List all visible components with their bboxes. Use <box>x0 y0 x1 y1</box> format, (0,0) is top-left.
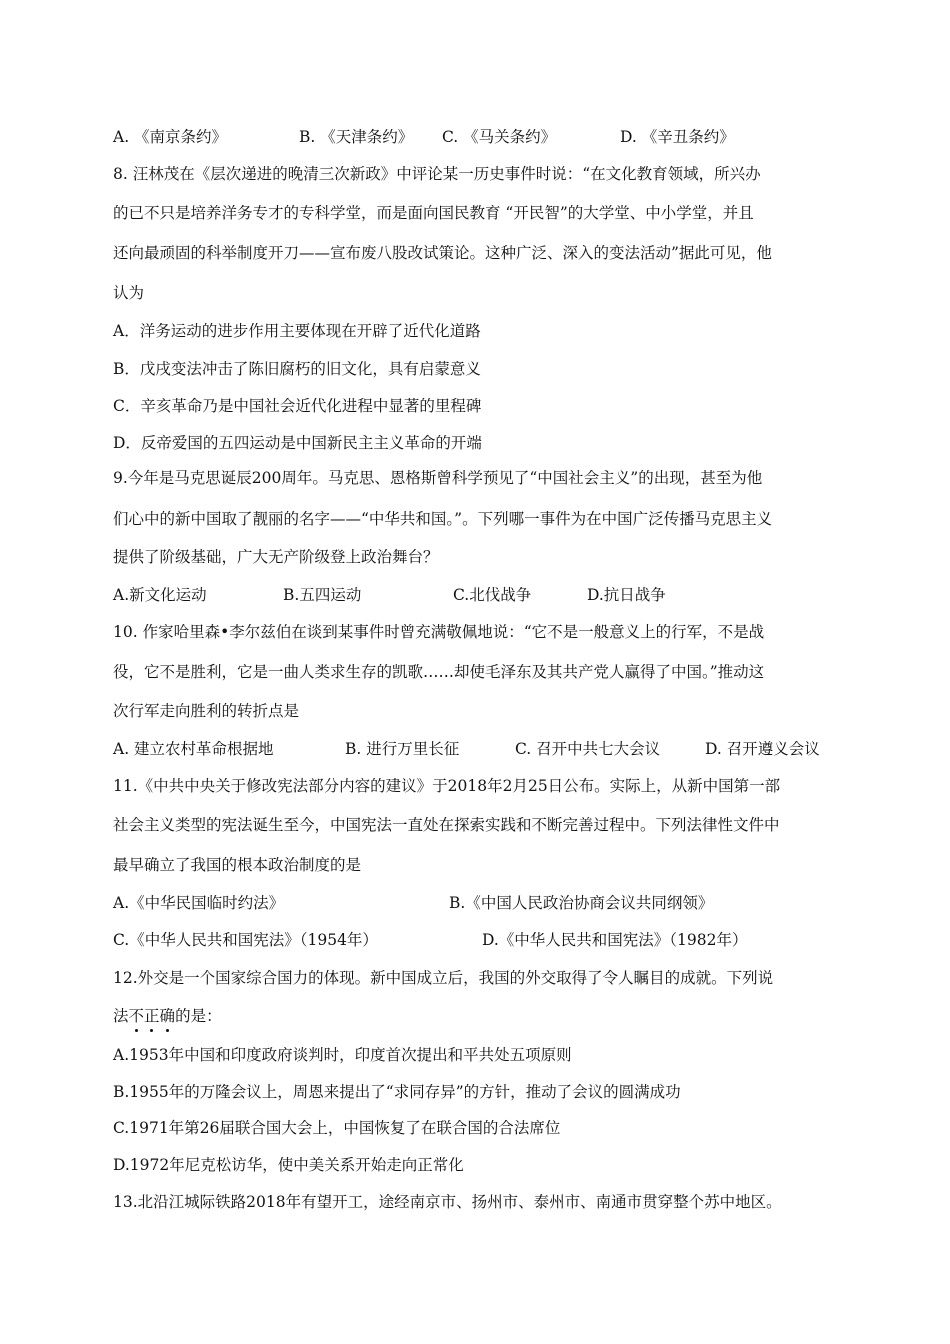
q11-option-d: D.《中华人民共和国宪法》（1982年） <box>482 931 748 949</box>
q9-option-d: D.抗日战争 <box>587 586 666 604</box>
q11-stem-line-2: 社会主义类型的宪法诞生至今，中国宪法一直处在探索实践和不断完善过程中。下列法律性文件中 <box>113 816 780 834</box>
q9-stem-line-1: 9.今年是马克思诞辰200周年。马克思、恩格斯曾科学预见了“中国社会主义”的出现，甚至为他 <box>113 469 763 487</box>
q10-option-a: A. 建立农村革命根据地 <box>113 740 274 758</box>
q9-stem-line-3: 提供了阶级基础，广大无产阶级登上政治舞台？ <box>113 548 439 566</box>
q11-option-c: C.《中华人民共和国宪法》（1954年） <box>113 931 378 949</box>
q9-option-c: C.北伐战争 <box>453 586 532 604</box>
q9-stem-line-2: 们心中的新中国取了靓丽的名字——“中华共和国。”。下列哪一事件为在中国广泛传播马克思主义 <box>113 510 773 528</box>
q10-stem-line-1: 10. 作家哈里森•李尔兹伯在谈到某事件时曾充满敬佩地说：“它不是一般意义上的行军，不是战 <box>113 623 765 641</box>
q11-options-row-2 <box>113 930 843 950</box>
q12-option-a: A.1953年中国和印度政府谈判时，印度首次提出和平共处五项原则 <box>113 1046 572 1064</box>
q8-option-c: C．辛亥革命乃是中国社会近代化进程中显著的里程碑 <box>113 397 482 415</box>
q8-option-b: B．戊戌变法冲击了陈旧腐朽的旧文化，具有启蒙意义 <box>113 360 481 378</box>
q10-option-b: B. 进行万里长征 <box>345 740 460 758</box>
q13-stem-line-1: 13.北沿江城际铁路2018年有望开工，途经南京市、扬州市、泰州市、南通市贯穿整个苏中地区。 <box>113 1193 782 1211</box>
q12-option-d: D.1972年尼克松访华，使中美关系开始走向正常化 <box>113 1156 464 1174</box>
q9-option-a: A.新文化运动 <box>113 586 207 604</box>
q11-stem-line-3: 最早确立了我国的根本政治制度的是 <box>113 856 362 874</box>
q11-stem-line-1: 11.《中共中央关于修改宪法部分内容的建议》于2018年2月25日公布。实际上，从新中国第一部 <box>113 777 781 795</box>
q7-option-a: A. 《南京条约》 <box>113 128 228 146</box>
emphasis-char-bu: 不 <box>128 1007 145 1025</box>
q10-option-c: C. 召开中共七大会议 <box>515 740 661 758</box>
q11-option-b: B.《中国人民政治协商会议共同纲领》 <box>449 894 714 912</box>
q9-option-b: B.五四运动 <box>283 586 362 604</box>
q12-stem-line-2 <box>113 1006 843 1026</box>
q8-option-a: A．洋务运动的进步作用主要体现在开辟了近代化道路 <box>113 322 481 340</box>
q7-option-d: D. 《辛丑条约》 <box>620 128 735 146</box>
q11-options-row-1 <box>113 893 843 913</box>
q8-option-d: D．反帝爱国的五四运动是中国新民主主义革命的开端 <box>113 434 482 452</box>
q10-options <box>113 739 843 759</box>
q8-stem-line-4: 认为 <box>113 284 145 302</box>
q7-options <box>113 127 843 147</box>
q10-stem-line-2: 役，它不是胜利，它是一曲人类求生存的凯歌……却使毛泽东及其共产党人赢得了中国。”推动这 <box>113 663 765 681</box>
q8-stem-line-1: 8. 汪林茂在《层次递进的晚清三次新政》中评论某一历史事件时说：“在文化教育领域，所兴办 <box>113 165 761 183</box>
q8-stem-line-3: 还向最顽固的科举制度开刀——宣布废八股改试策论。这种广泛、深入的变法活动”据此可见，他 <box>113 244 772 262</box>
q7-option-c: C. 《马关条约》 <box>442 128 557 146</box>
q10-option-d: D. 召开遵义会议 <box>705 740 820 758</box>
emphasis-char-que: 确 <box>159 1007 176 1025</box>
q12-option-b: B.1955年的万隆会议上，周恩来提出了“求同存异”的方针，推动了会议的圆满成功 <box>113 1083 681 1101</box>
q12-stem-prefix: 法 <box>113 1007 129 1025</box>
q10-stem-line-3: 次行军走向胜利的转折点是 <box>113 702 300 720</box>
emphasis-char-zheng: 正 <box>144 1007 160 1025</box>
q11-option-a: A.《中华民国临时约法》 <box>113 894 285 912</box>
q8-stem-line-2: 的已不只是培养洋务专才的专科学堂，而是面向国民教育 “开民智”的大学堂、中小学堂，并且 <box>113 204 754 222</box>
q12-stem-line-1: 12.外交是一个国家综合国力的体现。新中国成立后，我国的外交取得了令人瞩目的成就。下列说 <box>113 969 774 987</box>
q12-option-c: C.1971年第26届联合国大会上，中国恢复了在联合国的合法席位 <box>113 1119 561 1137</box>
q7-option-b: B. 《天津条约》 <box>299 128 414 146</box>
q9-options <box>113 585 843 605</box>
q12-stem-suffix: 的是： <box>175 1007 222 1025</box>
